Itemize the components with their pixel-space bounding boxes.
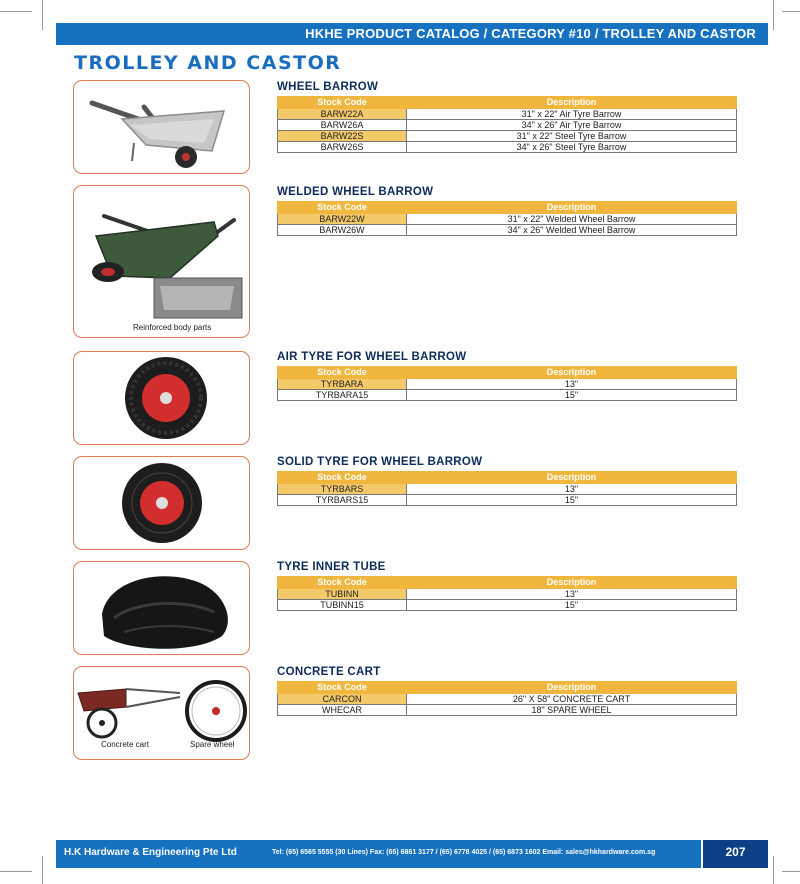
crop-mark <box>782 11 800 12</box>
footer-contact: Tel: (65) 6565 5555 (30 Lines) Fax: (65) 6861 3177 / (65) 6778 4025 / (65) 6873 1602 Email: sales@hkhardware.com.sg <box>272 849 656 856</box>
footer-bar <box>56 840 701 868</box>
stock-code-header: Stock Code <box>278 367 407 379</box>
description-header: Description <box>407 202 737 214</box>
table-header-row <box>278 472 737 484</box>
stock-code-cell: TYRBARA <box>278 379 407 390</box>
crop-mark <box>773 856 774 884</box>
description-header: Description <box>407 367 737 379</box>
crop-mark <box>782 871 800 872</box>
description-cell: 13" <box>407 589 737 600</box>
page-number: 207 <box>703 840 768 868</box>
product-section <box>277 560 737 611</box>
table-row <box>278 484 737 495</box>
welded-wheel-barrow-photo <box>73 185 250 338</box>
description-cell: 18" SPARE WHEEL <box>407 705 737 716</box>
concrete-cart-caption: Concrete cart <box>101 740 150 749</box>
stock-code-cell: BARW22S <box>278 131 407 142</box>
stock-code-cell: TUBINN15 <box>278 600 407 611</box>
table-header-row <box>278 202 737 214</box>
table-row <box>278 225 737 236</box>
description-cell: 34" x 26" Welded Wheel Barrow <box>407 225 737 236</box>
section-title: TYRE INNER TUBE <box>277 561 386 573</box>
section-title: WHEEL BARROW <box>277 81 379 93</box>
table-row <box>278 600 737 611</box>
description-cell: 13" <box>407 484 737 495</box>
description-header: Description <box>407 472 737 484</box>
description-cell: 31" x 22" Welded Wheel Barrow <box>407 214 737 225</box>
description-cell: 34" x 26" Steel Tyre Barrow <box>407 142 737 153</box>
crop-mark <box>0 871 32 872</box>
table-header-row <box>278 367 737 379</box>
table-row <box>278 495 737 506</box>
footer-company: H.K Hardware & Engineering Pte Ltd <box>64 847 237 858</box>
description-cell: 15" <box>407 390 737 401</box>
crop-mark <box>773 0 774 30</box>
stock-code-cell: WHECAR <box>278 705 407 716</box>
stock-code-cell: TYRBARA15 <box>278 390 407 401</box>
product-table <box>277 471 737 506</box>
stock-code-header: Stock Code <box>278 682 407 694</box>
stock-code-cell: CARCON <box>278 694 407 705</box>
reinforced-caption: Reinforced body parts <box>133 323 212 332</box>
crop-mark <box>0 11 32 12</box>
table-row <box>278 131 737 142</box>
catalog-header: HKHE PRODUCT CATALOG / CATEGORY #10 / TROLLEY AND CASTOR <box>56 23 768 45</box>
stock-code-cell: TUBINN <box>278 589 407 600</box>
solid-tyre-photo <box>73 456 250 550</box>
description-cell: 34" x 26" Air Tyre Barrow <box>407 120 737 131</box>
concrete-cart-photo <box>73 666 250 760</box>
product-section <box>277 185 737 236</box>
stock-code-cell: BARW22W <box>278 214 407 225</box>
page-title: TROLLEY AND CASTOR <box>74 52 342 74</box>
description-header: Description <box>407 97 737 109</box>
section-title: AIR TYRE FOR WHEEL BARROW <box>277 351 467 363</box>
table-row <box>278 142 737 153</box>
description-cell: 31" x 22" Air Tyre Barrow <box>407 109 737 120</box>
stock-code-cell: BARW26A <box>278 120 407 131</box>
section-title: SOLID TYRE FOR WHEEL BARROW <box>277 456 483 468</box>
table-header-row <box>278 97 737 109</box>
product-table <box>277 576 737 611</box>
description-cell: 15" <box>407 495 737 506</box>
crop-mark <box>42 0 43 30</box>
table-row <box>278 109 737 120</box>
table-header-row <box>278 682 737 694</box>
product-table <box>277 366 737 401</box>
spare-wheel-caption: Spare wheel <box>190 740 235 749</box>
section-title: WELDED WHEEL BARROW <box>277 186 434 198</box>
table-row <box>278 589 737 600</box>
product-table <box>277 201 737 236</box>
product-table <box>277 681 737 716</box>
stock-code-cell: TYRBARS15 <box>278 495 407 506</box>
product-section <box>277 350 737 401</box>
product-section <box>277 665 737 716</box>
stock-code-header: Stock Code <box>278 472 407 484</box>
stock-code-header: Stock Code <box>278 577 407 589</box>
table-row <box>278 120 737 131</box>
table-row <box>278 214 737 225</box>
description-header: Description <box>407 577 737 589</box>
table-row <box>278 705 737 716</box>
stock-code-cell: BARW26S <box>278 142 407 153</box>
table-header-row <box>278 577 737 589</box>
air-tyre-photo <box>73 351 250 445</box>
table-row <box>278 694 737 705</box>
section-title: CONCRETE CART <box>277 666 381 678</box>
description-cell: 13" <box>407 379 737 390</box>
product-section <box>277 80 737 153</box>
stock-code-cell: BARW22A <box>278 109 407 120</box>
crop-mark <box>42 856 43 884</box>
table-row <box>278 390 737 401</box>
table-row <box>278 379 737 390</box>
wheel-barrow-photo <box>73 80 250 174</box>
stock-code-cell: TYRBARS <box>278 484 407 495</box>
description-cell: 26" X 58" CONCRETE CART <box>407 694 737 705</box>
stock-code-header: Stock Code <box>278 97 407 109</box>
stock-code-cell: BARW26W <box>278 225 407 236</box>
description-cell: 31" x 22" Steel Tyre Barrow <box>407 131 737 142</box>
product-table <box>277 96 737 153</box>
stock-code-header: Stock Code <box>278 202 407 214</box>
inner-tube-photo <box>73 561 250 655</box>
description-header: Description <box>407 682 737 694</box>
description-cell: 15" <box>407 600 737 611</box>
product-section <box>277 455 737 506</box>
